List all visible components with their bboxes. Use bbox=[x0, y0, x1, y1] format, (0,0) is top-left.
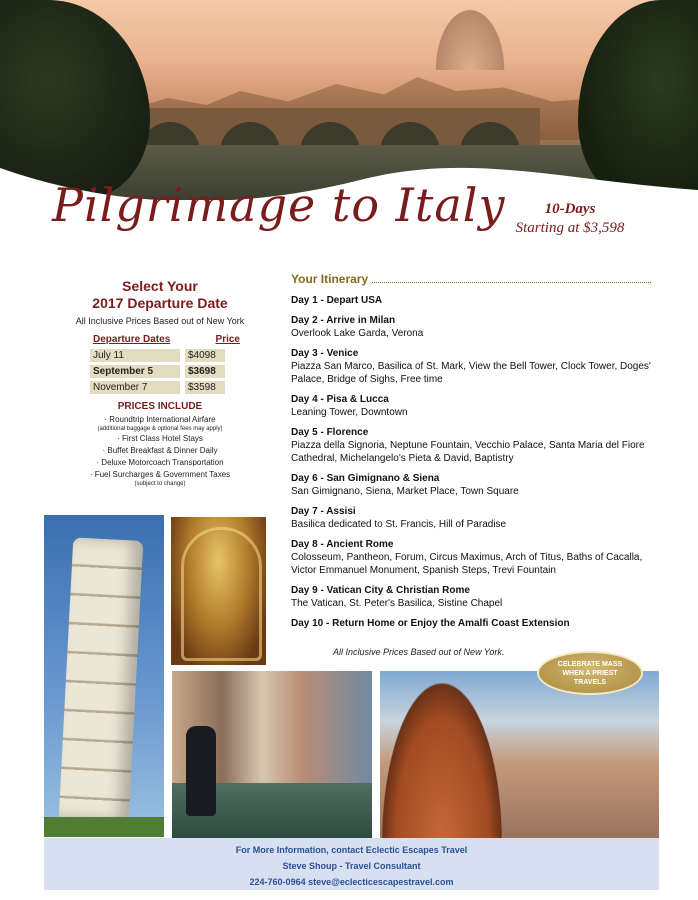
itinerary-day: Day 5 - Florence Piazza della Signoria, Neptune Fountain, Vecchio Palace, Santa Maria del Fiore Cathedral, Michelangelo's Pieta & David, Baptistry bbox=[291, 427, 645, 464]
celebrate-mass-badge: CELEBRATE MASS WHEN A PRIEST TRAVELS bbox=[537, 651, 643, 695]
duomo-shape bbox=[382, 683, 502, 838]
dotted-leader bbox=[372, 277, 651, 283]
departure-price: $3598 bbox=[185, 381, 225, 394]
price-row bbox=[90, 349, 260, 362]
include-item: · Fuel Surcharges & Government Taxes (subject to change) bbox=[89, 470, 231, 487]
st-peters-dome-shape bbox=[430, 0, 510, 70]
phone-email-line: 224-760-0964 steve@eclecticescapestravel.com bbox=[249, 877, 454, 887]
include-item: · Buffet Breakfast & Dinner Daily bbox=[102, 446, 218, 455]
itinerary-day: Day 3 - Venice Piazza San Marco, Basilica of St. Mark, View the Bell Tower, Clock Tower, Doges' Palace, Bridge of Sighs, Free time bbox=[291, 348, 651, 385]
price-row bbox=[90, 365, 260, 378]
departure-subtitle: All Inclusive Prices Based out of New York bbox=[75, 316, 245, 326]
itinerary-day: Day 2 - Arrive in Milan Overlook Lake Garda, Verona bbox=[291, 315, 424, 339]
departure-section bbox=[60, 278, 260, 488]
departure-heading-line2: 2017 Departure Date bbox=[92, 295, 228, 311]
include-item: · Roundtrip International Airfare (additional baggage & optional fees may apply) bbox=[97, 415, 223, 432]
itinerary-heading: Your Itinerary bbox=[291, 272, 369, 286]
itinerary-day: Day 4 - Pisa & Lucca Leaning Tower, Downtown bbox=[291, 394, 408, 418]
departure-date: November 7 bbox=[90, 381, 180, 394]
itinerary-day: Day 9 - Vatican City & Christian Rome The Vatican, St. Peter's Basilica, Sistine Chapel bbox=[291, 585, 503, 609]
tower-shape bbox=[59, 537, 144, 820]
departure-price: $4098 bbox=[185, 349, 225, 362]
departure-heading-line1: Select Your bbox=[122, 278, 198, 294]
itinerary-day: Day 1 - Depart USA bbox=[291, 295, 383, 306]
price-table-header bbox=[60, 334, 260, 345]
itinerary-day: Day 7 - Assisi Basilica dedicated to St. Francis, Hill of Paradise bbox=[291, 506, 507, 530]
price-row bbox=[90, 381, 260, 394]
includes-list bbox=[60, 414, 260, 488]
departure-price: $3698 bbox=[185, 365, 225, 378]
itinerary-section bbox=[291, 272, 651, 637]
contact-footer bbox=[44, 838, 659, 890]
photo-vatican-ceiling bbox=[171, 517, 266, 665]
include-item: · First Class Hotel Stays bbox=[117, 434, 203, 443]
itinerary-heading-row bbox=[291, 272, 651, 286]
itinerary-day: Day 6 - San Gimignano & Siena San Gimignano, Siena, Market Place, Town Square bbox=[291, 473, 519, 497]
photo-florence-duomo bbox=[380, 671, 659, 838]
trip-summary bbox=[490, 201, 650, 237]
include-item: · Deluxe Motorcoach Transportation bbox=[96, 458, 224, 467]
itinerary-day: Day 8 - Ancient Rome Colosseum, Pantheon, Forum, Circus Maximus, Arch of Titus, Baths of Cacalla, Victor Emmanuel Monument, Spanish Steps, Trevi Fountain bbox=[291, 539, 643, 576]
photo-leaning-tower-of-pisa bbox=[44, 515, 164, 837]
col-departure-dates: Departure Dates bbox=[93, 334, 171, 345]
pricing-note: All Inclusive Prices Based out of New York. bbox=[333, 647, 505, 657]
starting-price: Starting at $3,598 bbox=[515, 220, 625, 236]
contact-line: For More Information, contact Eclectic Escapes Travel bbox=[235, 845, 468, 855]
departure-date: September 5 bbox=[90, 365, 180, 378]
consultant-line: Steve Shoup - Travel Consultant bbox=[282, 861, 421, 871]
departure-date: July 11 bbox=[90, 349, 180, 362]
prices-include-heading: PRICES INCLUDE bbox=[117, 401, 203, 412]
itinerary-day: Day 10 - Return Home or Enjoy the Amalfi Coast Extension bbox=[291, 618, 570, 629]
brochure-title: Pilgrimage to Italy bbox=[52, 178, 506, 232]
lawn-shape bbox=[44, 817, 164, 837]
col-price: Price bbox=[215, 334, 240, 345]
photo-venice-canal bbox=[172, 671, 372, 838]
gondolier-shape bbox=[186, 726, 216, 816]
trip-duration: 10-Days bbox=[544, 201, 596, 217]
